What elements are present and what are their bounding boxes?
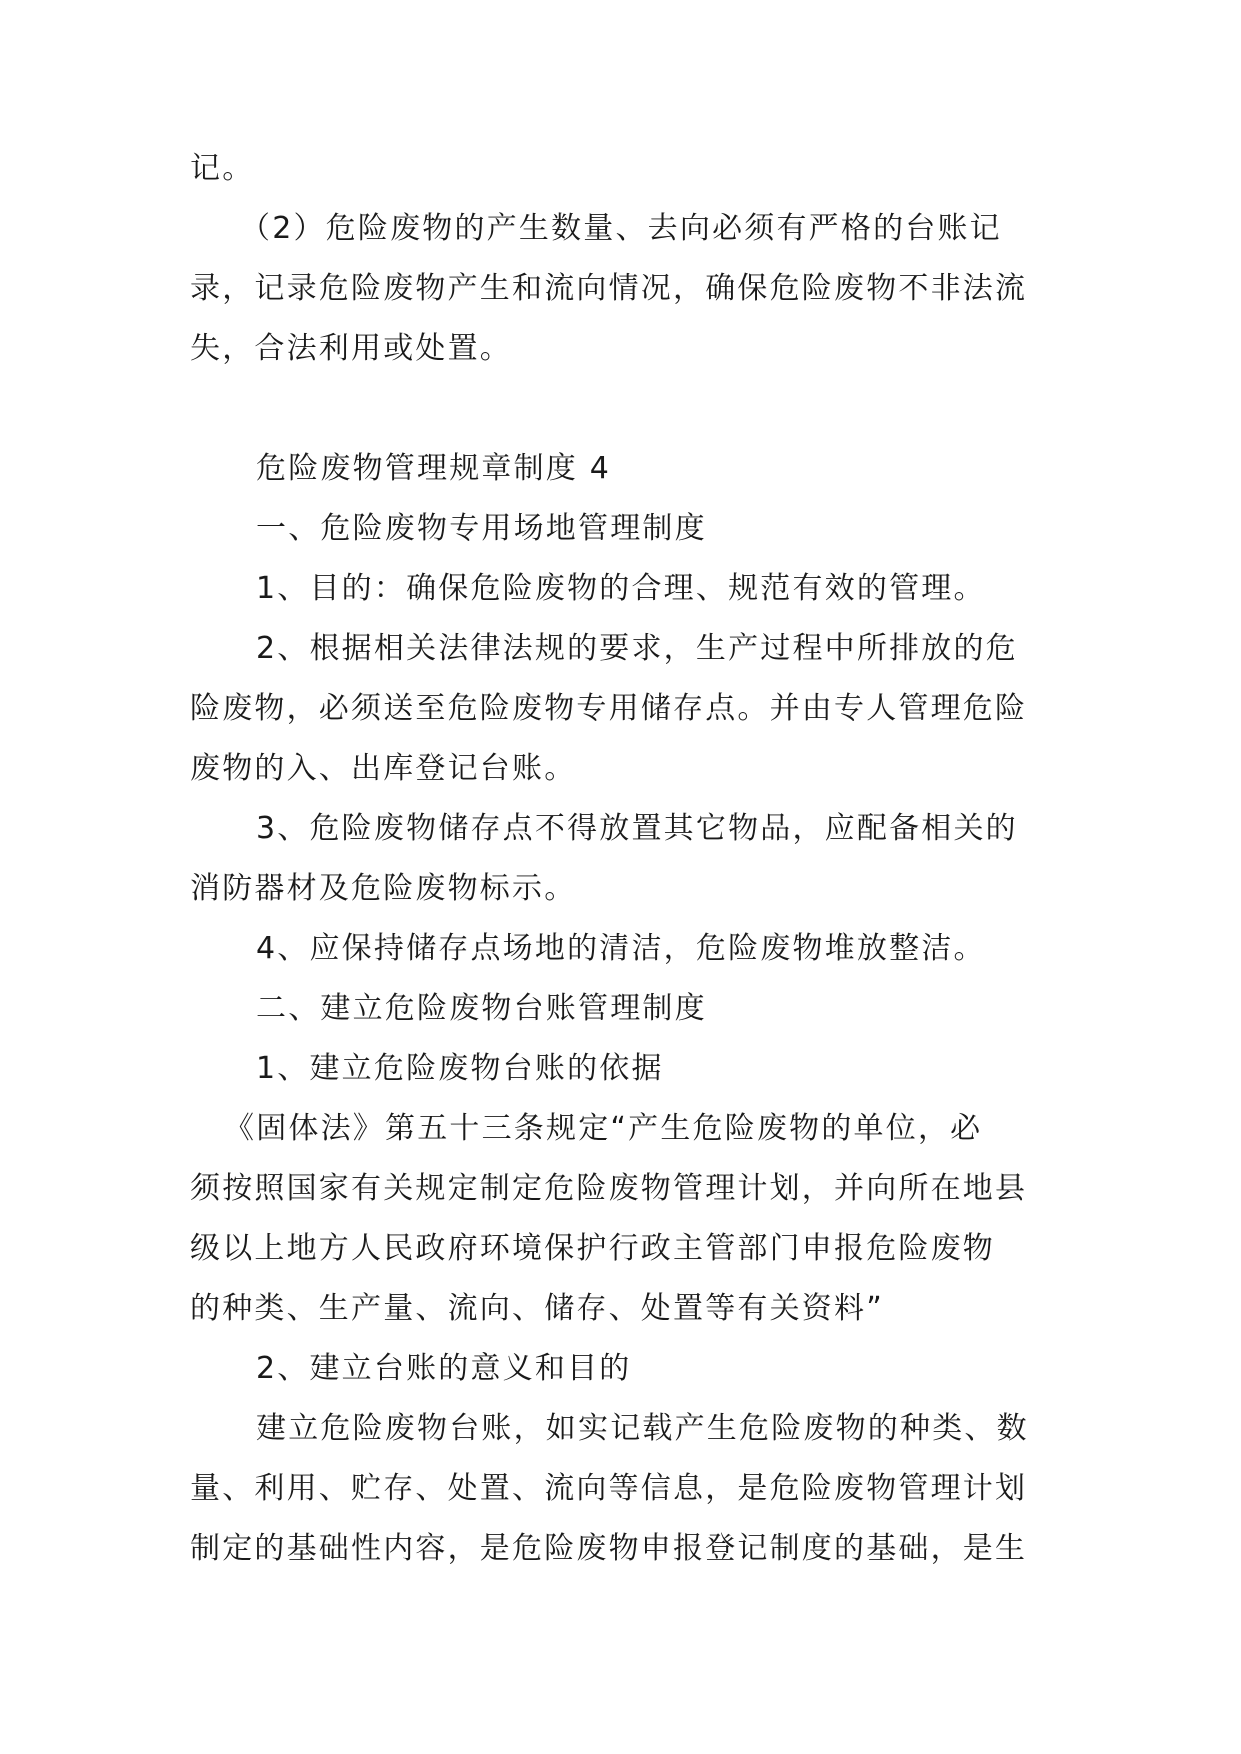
paragraph-line: 2、根据相关法律法规的要求，生产过程中所排放的危 — [256, 631, 1018, 666]
subsection-heading: 2、建立台账的意义和目的 — [256, 1351, 632, 1386]
paragraph-line: 制定的基础性内容，是危险废物申报登记制度的基础，是生 — [190, 1531, 1028, 1566]
section-title: 危险废物管理规章制度 4 — [256, 451, 612, 486]
paragraph-line: 量、利用、贮存、处置、流向等信息，是危险废物管理计划 — [190, 1471, 1028, 1506]
paragraph-line: （2）危险废物的产生数量、去向必须有严格的台账记 — [240, 211, 1002, 246]
paragraph-line: 1、目的：确保危险废物的合理、规范有效的管理。 — [256, 571, 986, 606]
paragraph-line: 失，合法利用或处置。 — [190, 331, 512, 366]
paragraph-line: 须按照国家有关规定制定危险废物管理计划，并向所在地县 — [190, 1171, 1028, 1206]
paragraph-line: 消防器材及危险废物标示。 — [190, 871, 577, 906]
paragraph-line: 建立危险废物台账，如实记载产生危险废物的种类、数 — [256, 1411, 1029, 1446]
paragraph-line: 险废物，必须送至危险废物专用储存点。并由专人管理危险 — [190, 691, 1028, 726]
paragraph-line: 的种类、生产量、流向、储存、处置等有关资料” — [190, 1291, 884, 1326]
section-heading: 一、危险废物专用场地管理制度 — [256, 511, 707, 546]
paragraph-line: 3、危险废物储存点不得放置其它物品，应配备相关的 — [256, 811, 1018, 846]
section-heading: 二、建立危险废物台账管理制度 — [256, 991, 707, 1026]
paragraph-line: 废物的入、出库登记台账。 — [190, 751, 577, 786]
paragraph-line: 级以上地方人民政府环境保护行政主管部门申报危险废物 — [190, 1231, 995, 1266]
paragraph-line: 记。 — [190, 151, 255, 186]
subsection-heading: 1、建立危险废物台账的依据 — [256, 1051, 664, 1086]
paragraph-line: 《固体法》第五十三条规定“产生危险废物的单位，必 — [224, 1111, 983, 1146]
paragraph-line: 录，记录危险废物产生和流向情况，确保危险废物不非法流 — [190, 271, 1028, 306]
paragraph-line: 4、应保持储存点场地的清洁，危险废物堆放整洁。 — [256, 931, 986, 966]
